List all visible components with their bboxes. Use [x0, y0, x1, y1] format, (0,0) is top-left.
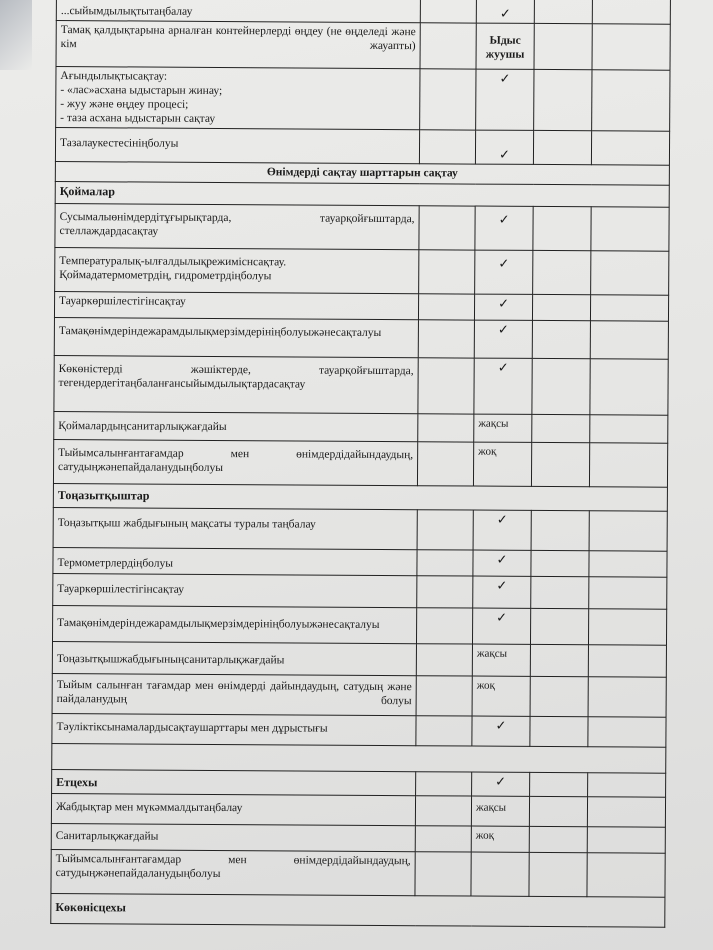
group-heading-meat: Етцехы [52, 769, 416, 795]
condition-note: жоқ [472, 676, 530, 716]
table-row [54, 317, 668, 359]
responsible-note: Ыдыс жуушы [476, 23, 534, 69]
check-mark: ✓ [473, 510, 531, 550]
row-label-multiline: Температуралық-ылғалдылықрежиміснсақтау. Қоймадатермометрдің, гидрометрдіңболуы [55, 247, 419, 293]
table-row [55, 203, 669, 251]
table-row [54, 291, 668, 321]
table-row [52, 713, 666, 747]
row-label: Тоңазытқыш жабдығының мақсаты туралы таңбалау [53, 507, 417, 549]
page-corner-shadow [0, 0, 32, 70]
section-title: Өнімдерді сақтау шарттарын сақтау [55, 161, 669, 185]
condition-note: жоқ [473, 442, 531, 486]
table-row [56, 21, 670, 71]
row-label: Тазалаукестесініңболуы [55, 128, 419, 164]
check-mark: ✓ [473, 550, 531, 576]
table-row [54, 355, 668, 415]
row-label: Тауаркөршілестігінсақтау [54, 291, 418, 319]
table-row [53, 547, 667, 577]
check-mark: ✓ [473, 576, 531, 608]
row-label: Жабдықтар мен мүкәммалдытаңбалау [51, 793, 415, 825]
check-mark: ✓ [476, 0, 534, 23]
table-row [52, 743, 666, 773]
row-label: Санитарлықжағдайы [51, 823, 415, 851]
table-row [51, 793, 665, 827]
check-mark: ✓ [475, 250, 533, 294]
condition-note: жақсы [471, 796, 529, 826]
table-row [51, 849, 665, 897]
row-label: Тауаркөршілестігінсақтау [53, 573, 417, 607]
row-label: Көкөністерді жәшіктерде, тауарқойғыштарда, тегендердегітаңбаланғансыйымдылықтардасақтау [54, 355, 418, 413]
row-label: Сусымалыөнімдердітұғырықтарда, тауарқойғыштарда, стеллаждардасақтау [55, 203, 419, 249]
group-heading-row [51, 893, 665, 927]
table-row [55, 247, 669, 295]
group-heading-fridges: Тоңазытқыштар [53, 483, 667, 511]
check-mark: ✓ [472, 772, 530, 796]
row-label: Тыйымсалынғантағамдар мен өнімдердідайындаудың, сатудыңжәнепайдаланудыңболуы [51, 849, 415, 895]
condition-note: жақсы [472, 644, 530, 676]
table-row [53, 439, 667, 487]
row-label-multiline: Ағындылықтысақтау: - «лас»асхана ыдыстарын жинау; - жуу және өңдеу процесі; - таза асхана ыдыстарын сақтау [56, 67, 420, 130]
table-row [52, 605, 666, 645]
table-row [56, 67, 670, 132]
check-mark: ✓ [474, 358, 532, 414]
table-row [53, 507, 667, 551]
table-row [54, 411, 668, 443]
table-row [55, 128, 669, 166]
row-label: Тыйымсалынғантағамдар мен өнімдердідайындаудың, сатудыңжәнепайдаланудыңболуы [53, 439, 417, 485]
check-mark: ✓ [472, 716, 530, 746]
group-heading-veg: Көкөнісцехы [51, 893, 665, 927]
row-label: Тамақ қалдықтарына арналған контейнерлерді өңдеу (не өңделеді және кім жауапты) [56, 21, 420, 69]
check-mark: ✓ [475, 130, 533, 164]
check-mark: ✓ [474, 320, 532, 358]
row-label: ...сыйымдылықтытаңбалау [56, 0, 420, 23]
table-row [52, 673, 666, 717]
table-row [52, 641, 666, 677]
row-label: Қоймалардыңсанитарлықжағдайы [54, 411, 418, 441]
check-mark: ✓ [474, 294, 532, 320]
row-label: Тәуліктіксынамалардысақтаушарттары мен дұрыстығы [52, 713, 416, 745]
check-mark: ✓ [472, 608, 530, 644]
row-label: Тоңазытқышжабдығыныңсанитарлықжағдайы [52, 641, 416, 675]
row-label: Тамақөнімдеріндежарамдылықмерзімдерініңболуыжәнесақталуы [52, 605, 416, 643]
condition-note: жоқ [471, 826, 529, 852]
table-row [51, 823, 665, 853]
check-mark: ✓ [475, 206, 533, 250]
row-label: Тамақөнімдеріндежарамдылықмерзімдерініңболуыжәнесақталуы [54, 317, 418, 357]
table-row [53, 573, 667, 609]
group-heading-storage: Қоймалар [55, 181, 669, 207]
condition-note: жақсы [474, 414, 532, 442]
checklist-table [50, 0, 671, 928]
row-label: Тыйым салынған тағамдар мен өнімдерді дайындаудың, сатудың және пайдаланудың болуы [52, 673, 416, 715]
check-mark: ✓ [476, 69, 534, 130]
row-label: Термометрлердіңболуы [53, 547, 417, 575]
